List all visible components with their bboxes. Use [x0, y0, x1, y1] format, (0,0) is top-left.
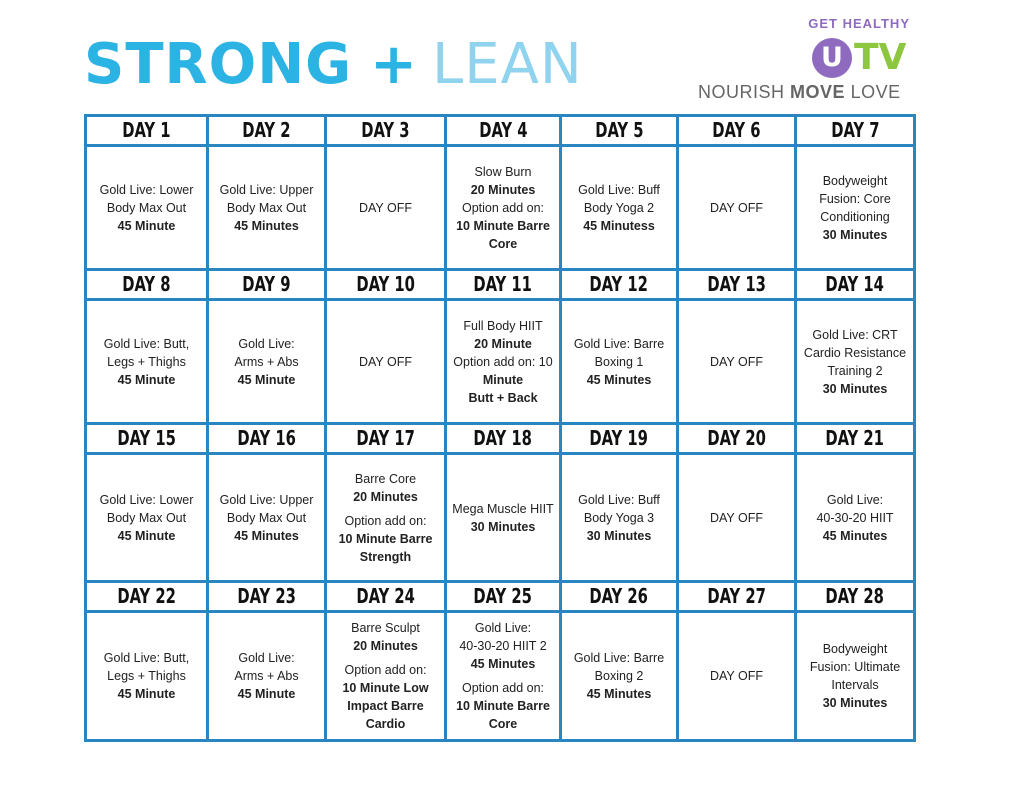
workout-duration: Butt + Back — [468, 390, 538, 405]
day-header — [208, 270, 326, 300]
workout-text: Conditioning — [820, 209, 890, 224]
week-content-row — [86, 300, 915, 424]
week-content-row — [86, 146, 915, 270]
workout-text: Fusion: Ultimate — [809, 660, 901, 674]
week-content-row — [86, 454, 915, 582]
workout-text: Body Max Out — [226, 200, 307, 215]
workout-text: 40-30-20 HIIT — [816, 510, 894, 525]
workout-duration: 30 Minutes — [822, 227, 888, 242]
day-cell — [208, 612, 326, 741]
workout-duration: 45 Minute — [117, 218, 176, 233]
day-cell — [86, 146, 208, 270]
day-label: DAY 17 — [356, 426, 415, 450]
day-header — [326, 582, 446, 612]
day-header — [796, 424, 915, 454]
workout-text: Legs + Thighs — [107, 669, 186, 683]
day-cell — [678, 454, 796, 582]
day-label: DAY 16 — [237, 426, 296, 450]
day-cell — [446, 146, 561, 270]
day-cell — [446, 612, 561, 741]
workout-duration: Core — [488, 236, 518, 251]
day-header — [208, 116, 326, 146]
workout-text: Fusion: Core — [819, 191, 891, 206]
day-cell — [326, 146, 446, 270]
day-header — [208, 424, 326, 454]
day-label: DAY 1 — [122, 118, 171, 142]
day-header — [86, 582, 208, 612]
workout-duration: 30 Minutes — [470, 519, 536, 534]
workout-duration: 30 Minutes — [822, 696, 888, 710]
day-header — [796, 582, 915, 612]
workout-text: DAY OFF — [709, 669, 763, 683]
workout-text: 40-30-20 HIIT 2 — [459, 639, 547, 653]
day-label: DAY 21 — [825, 426, 885, 450]
workout-duration: 45 Minutes — [234, 528, 299, 543]
day-label: DAY 26 — [589, 584, 649, 608]
day-cell — [326, 612, 446, 741]
day-label: DAY 13 — [707, 272, 766, 296]
day-label: DAY 7 — [830, 118, 880, 142]
brand-logo — [698, 16, 912, 104]
day-cell — [446, 300, 561, 424]
day-header — [561, 270, 678, 300]
workout-text: Gold Live: Barre — [573, 651, 665, 665]
day-cell — [678, 612, 796, 741]
day-header — [86, 424, 208, 454]
day-label: DAY 6 — [712, 118, 761, 142]
day-cell — [208, 146, 326, 270]
workout-duration: 20 Minutes — [470, 182, 536, 197]
brand-nourish: NOURISH — [698, 82, 785, 102]
utv-logo — [812, 38, 912, 80]
logo-u-circle: U — [812, 38, 852, 78]
workout-text: Gold Live: Buff — [578, 492, 660, 507]
day-header — [678, 270, 796, 300]
brand-tagline-top: GET HEALTHY — [808, 16, 910, 31]
workout-duration: 45 Minutes — [586, 687, 652, 701]
day-cell — [796, 300, 915, 424]
workout-text: Gold Live: CRT — [812, 327, 898, 342]
workout-text: Body Max Out — [106, 510, 187, 525]
workout-text: Barre Sculpt — [351, 621, 420, 635]
workout-duration: 45 Minutes — [586, 372, 652, 387]
workout-duration: 30 Minutes — [586, 528, 652, 543]
day-cell — [446, 454, 561, 582]
day-label: DAY 19 — [589, 426, 649, 450]
day-cell — [208, 300, 326, 424]
workout-duration: 45 Minutess — [583, 218, 655, 233]
day-cell — [86, 454, 208, 582]
workout-text: Bodyweight — [822, 642, 888, 656]
workout-duration: 45 Minute — [117, 528, 176, 543]
brand-love: LOVE — [850, 82, 901, 102]
day-label: DAY 10 — [356, 272, 415, 296]
week-header-row — [86, 424, 915, 454]
workout-duration: 45 Minutes — [470, 657, 536, 671]
workout-text: Barre Core — [354, 471, 417, 486]
workout-duration: 45 Minute — [237, 372, 296, 387]
workout-duration: 10 Minute Low — [342, 681, 429, 695]
workout-text: Option add on: — [344, 663, 427, 677]
day-header — [446, 582, 561, 612]
workout-duration: 20 Minute — [474, 336, 532, 351]
calendar-body — [86, 116, 915, 741]
workout-text: Cardio Resistance — [803, 345, 907, 360]
day-label: DAY 25 — [473, 584, 533, 608]
day-header — [326, 424, 446, 454]
workout-duration: 10 Minute Barre — [456, 218, 550, 233]
day-cell — [326, 454, 446, 582]
day-cell — [678, 146, 796, 270]
day-label: DAY 20 — [707, 426, 766, 450]
workout-text: Full Body HIIT — [463, 318, 543, 333]
workout-text: Body Yoga 3 — [583, 510, 655, 525]
workout-text: Gold Live: — [826, 492, 884, 507]
day-header — [796, 116, 915, 146]
workout-duration: 45 Minute — [117, 372, 176, 387]
workout-text: Gold Live: Buff — [578, 182, 660, 197]
day-label: DAY 9 — [242, 272, 291, 296]
workout-text: Gold Live: Upper — [219, 182, 314, 197]
workout-duration: Core — [488, 717, 518, 731]
day-header — [326, 116, 446, 146]
day-header — [678, 582, 796, 612]
workout-text: Gold Live: Butt, — [103, 336, 190, 351]
day-label: DAY 3 — [361, 118, 410, 142]
workout-text: Intervals — [831, 678, 879, 692]
workout-text: DAY OFF — [709, 200, 763, 215]
day-label: DAY 23 — [237, 584, 296, 608]
workout-text: Gold Live: Lower — [99, 492, 194, 507]
workout-text: Legs + Thighs — [107, 354, 186, 369]
workout-duration: 10 Minute Barre — [338, 531, 433, 546]
title-strong: STRONG — [84, 32, 353, 97]
workout-duration: Impact Barre — [347, 699, 424, 713]
workout-text: Body Max Out — [106, 200, 187, 215]
workout-text: Option add on: — [461, 200, 544, 215]
day-header — [446, 424, 561, 454]
day-cell — [86, 612, 208, 741]
workout-text: Arms + Abs — [234, 354, 299, 369]
workout-text: Training 2 — [827, 363, 883, 378]
workout-duration: Cardio — [365, 717, 406, 731]
workout-text: Option add on: 10 — [453, 354, 553, 369]
workout-duration: 45 Minute — [117, 687, 176, 701]
title-plus: + — [370, 32, 419, 97]
brand-move: MOVE — [790, 82, 846, 102]
day-cell — [86, 300, 208, 424]
workout-text: Gold Live: Barre — [573, 336, 665, 351]
workout-duration: Strength — [359, 549, 412, 564]
workout-text: Gold Live: — [238, 651, 295, 665]
workout-text: Boxing 1 — [594, 354, 644, 369]
day-cell — [796, 146, 915, 270]
day-cell — [678, 300, 796, 424]
workout-text: Body Yoga 2 — [583, 200, 655, 215]
day-header — [446, 116, 561, 146]
program-title — [84, 30, 583, 100]
workout-text: DAY OFF — [709, 354, 763, 369]
day-header — [86, 270, 208, 300]
logo-tv-text: TV — [854, 37, 907, 78]
day-label: DAY 22 — [117, 584, 176, 608]
day-header — [561, 424, 678, 454]
workout-text: Option add on: — [344, 513, 427, 528]
workout-text: Arms + Abs — [234, 669, 299, 683]
workout-text: Option add on: — [461, 681, 544, 695]
workout-text: Gold Live: — [474, 621, 532, 635]
day-label: DAY 15 — [117, 426, 176, 450]
week-content-row — [86, 612, 915, 741]
day-label: DAY 12 — [589, 272, 649, 296]
workout-text: DAY OFF — [358, 200, 412, 215]
week-header-row — [86, 582, 915, 612]
workout-text: Gold Live: Upper — [219, 492, 314, 507]
day-label: DAY 4 — [478, 118, 528, 142]
day-label: DAY 11 — [473, 272, 533, 296]
day-header — [208, 582, 326, 612]
day-header — [561, 116, 678, 146]
day-label: DAY 18 — [473, 426, 533, 450]
workout-duration: 45 Minutes — [822, 528, 888, 543]
day-label: DAY 5 — [594, 118, 644, 142]
week-header-row — [86, 116, 915, 146]
day-label: DAY 14 — [825, 272, 885, 296]
day-header — [86, 116, 208, 146]
workout-text: Gold Live: Lower — [99, 182, 194, 197]
workout-duration: 45 Minute — [237, 687, 296, 701]
day-cell — [326, 300, 446, 424]
workout-text: DAY OFF — [358, 354, 412, 369]
day-header — [678, 116, 796, 146]
title-lean: LEAN — [432, 32, 583, 97]
day-cell — [561, 612, 678, 741]
workout-text: Gold Live: — [238, 336, 295, 351]
day-cell — [561, 454, 678, 582]
day-header — [796, 270, 915, 300]
workout-text: DAY OFF — [709, 510, 763, 525]
workout-calendar — [84, 114, 916, 742]
workout-duration: 45 Minutes — [234, 218, 299, 233]
workout-text: Body Max Out — [226, 510, 307, 525]
day-cell — [561, 146, 678, 270]
workout-text: Slow Burn — [474, 164, 532, 179]
workout-text: Mega Muscle HIIT — [452, 501, 554, 516]
workout-duration: 30 Minutes — [822, 381, 888, 396]
day-header — [446, 270, 561, 300]
day-cell — [561, 300, 678, 424]
workout-duration: 20 Minutes — [353, 639, 418, 653]
day-cell — [796, 454, 915, 582]
day-cell — [208, 454, 326, 582]
workout-duration: 20 Minutes — [353, 489, 418, 504]
day-cell — [796, 612, 915, 741]
day-label: DAY 2 — [242, 118, 291, 142]
workout-text: Bodyweight — [822, 173, 888, 188]
day-header — [678, 424, 796, 454]
day-header — [561, 582, 678, 612]
workout-text: Boxing 2 — [594, 669, 644, 683]
workout-text: Gold Live: Butt, — [103, 651, 190, 665]
brand-tagline-bottom — [698, 82, 901, 103]
day-label: DAY 8 — [122, 272, 171, 296]
workout-duration: 10 Minute Barre — [456, 699, 550, 713]
workout-duration: Minute — [482, 372, 524, 387]
day-label: DAY 27 — [707, 584, 766, 608]
week-header-row — [86, 270, 915, 300]
day-header — [326, 270, 446, 300]
day-label: DAY 28 — [825, 584, 885, 608]
day-label: DAY 24 — [356, 584, 415, 608]
